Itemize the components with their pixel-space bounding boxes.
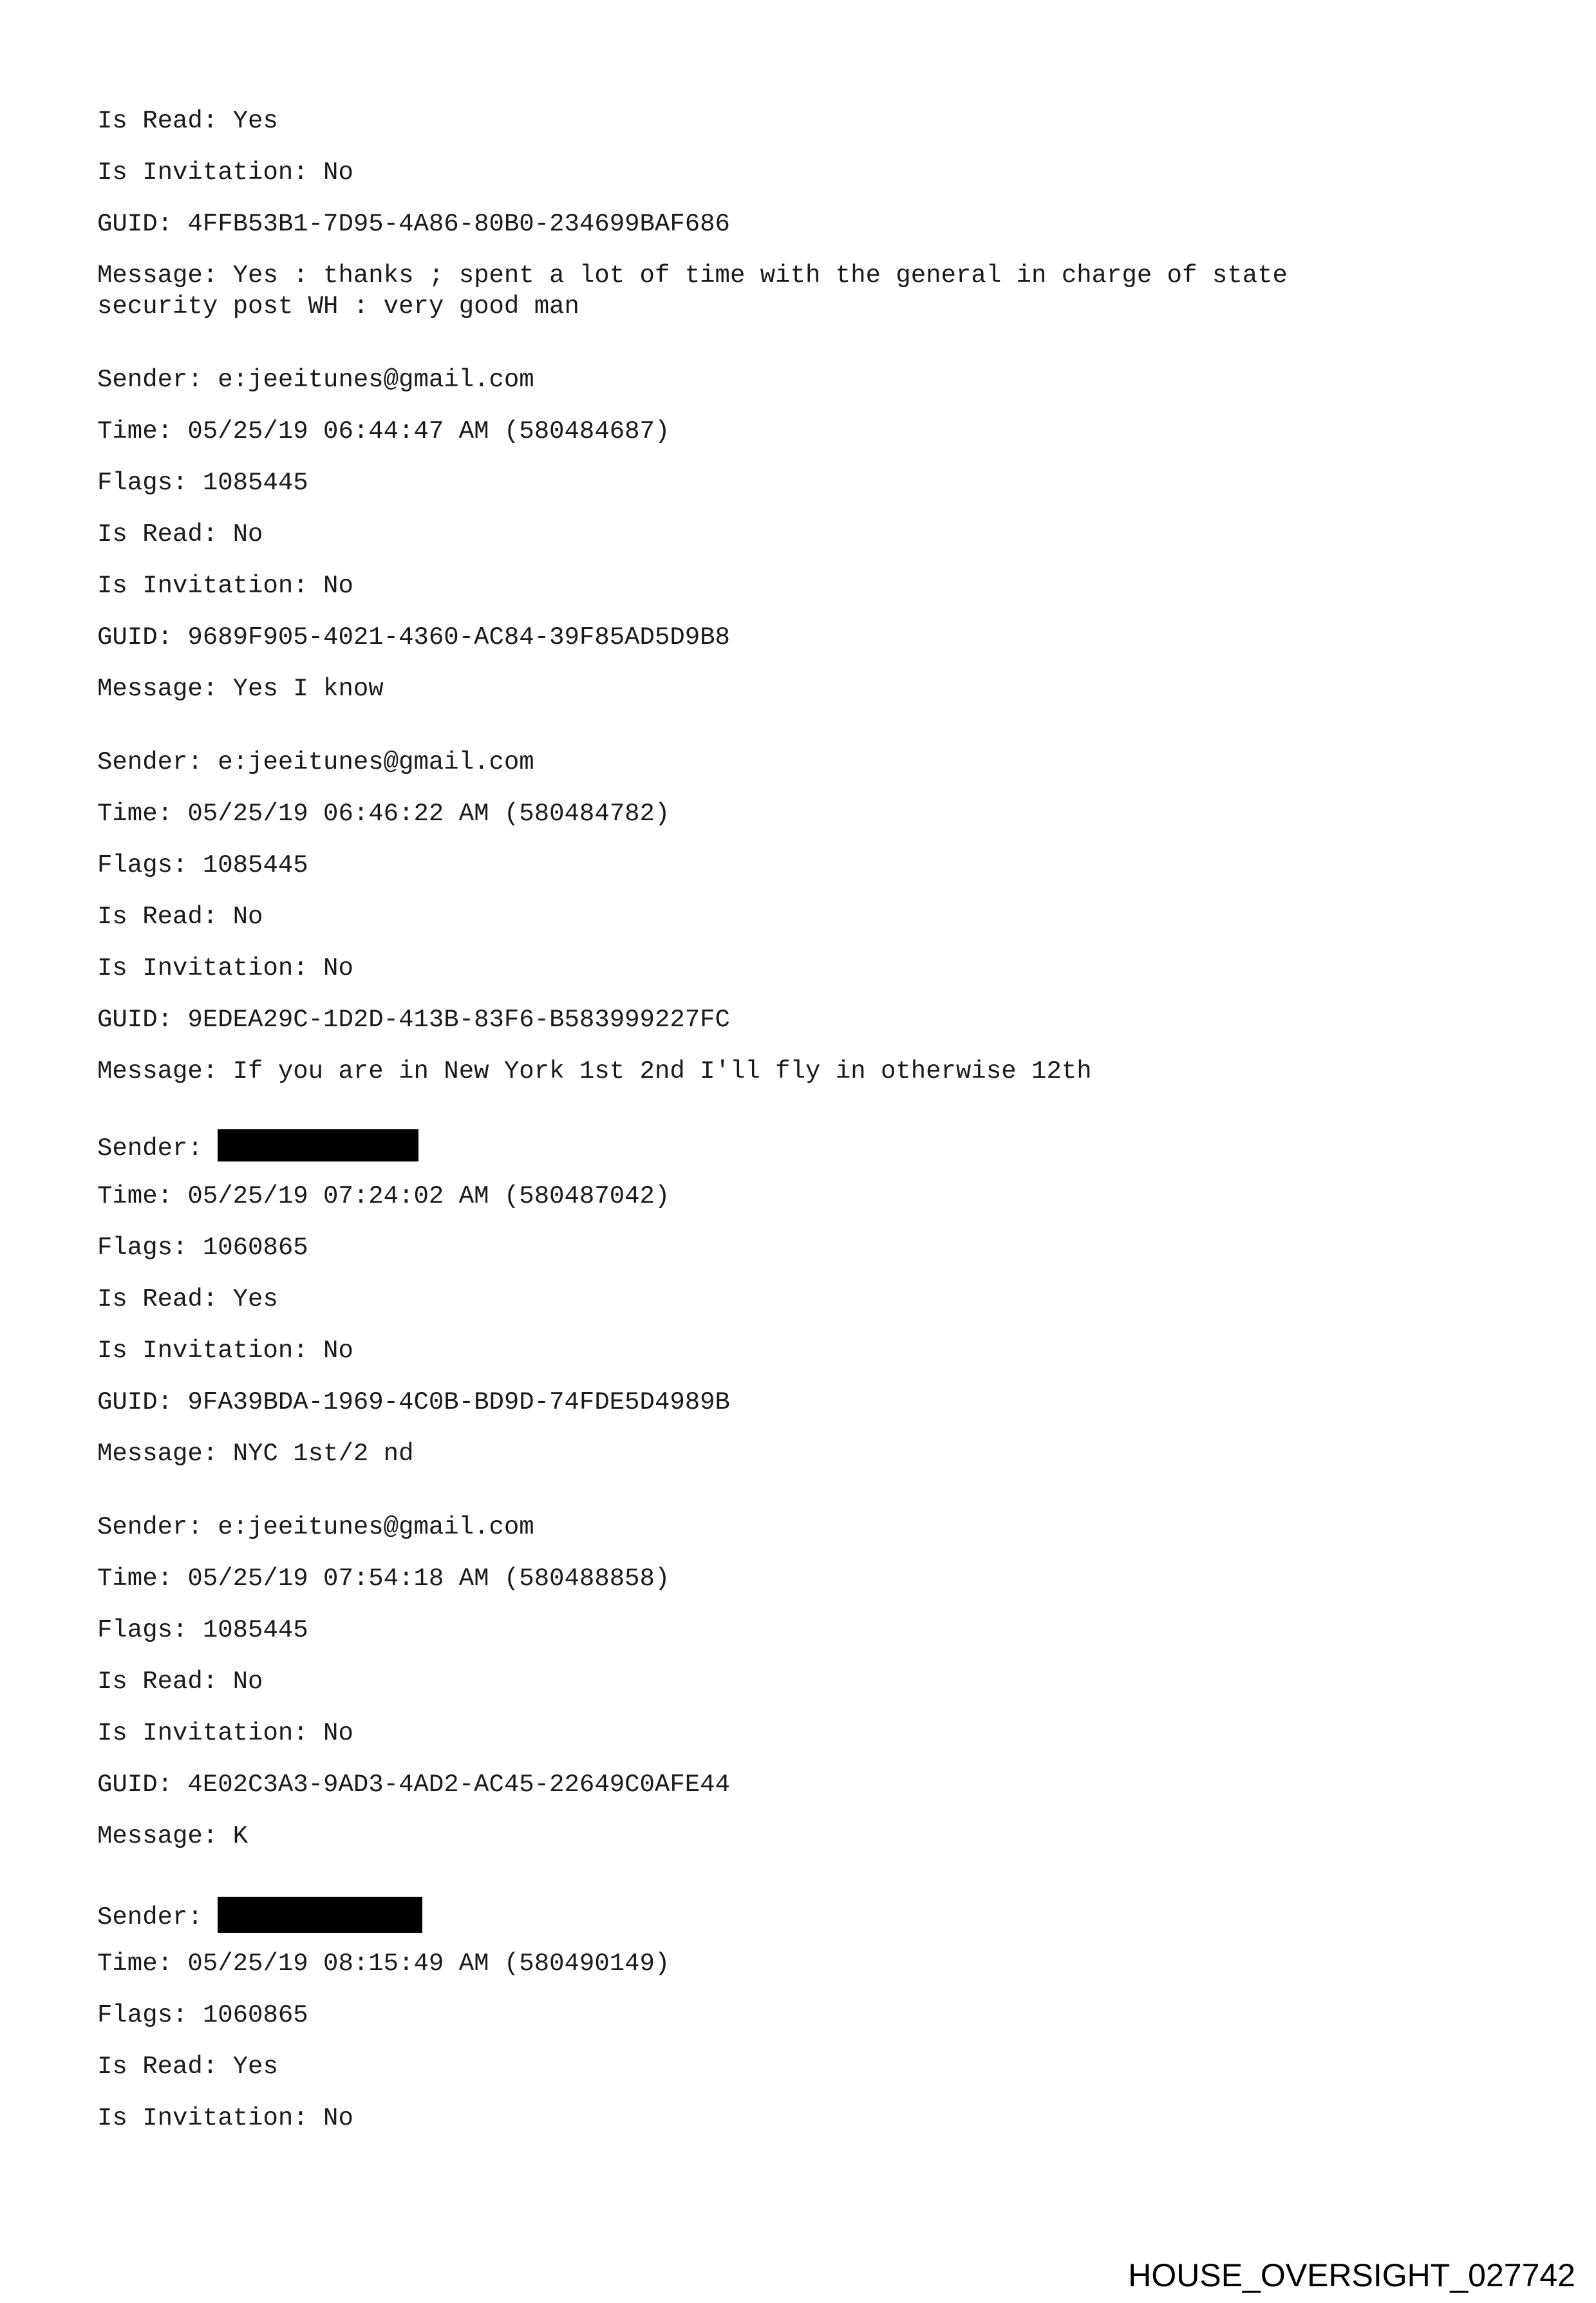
bates-number: HOUSE_OVERSIGHT_027742 (1128, 2257, 1575, 2293)
time-field: Time: 05/25/19 06:44:47 AM (580484687) (97, 417, 670, 446)
sender-label: Sender: (97, 1134, 218, 1163)
is-invitation-field: Is Invitation: No (97, 954, 353, 982)
time-field: Time: 05/25/19 08:15:49 AM (580490149) (97, 1950, 670, 1978)
sender-field: Sender: e:jeeitunes@gmail.com (97, 1513, 534, 1541)
guid-field: GUID: 9FA39BDA-1969-4C0B-BD9D-74FDE5D4989B (97, 1388, 730, 1416)
redaction-box (218, 1129, 418, 1161)
flags-field: Flags: 1085445 (97, 851, 308, 879)
time-field: Time: 05/25/19 07:24:02 AM (580487042) (97, 1182, 670, 1210)
is-read-field: Is Read: Yes (97, 2053, 278, 2081)
is-invitation-field: Is Invitation: No (97, 1719, 353, 1747)
flags-field: Flags: 1085445 (97, 1616, 308, 1644)
time-field: Time: 05/25/19 06:46:22 AM (580484782) (97, 800, 670, 828)
flags-field: Flags: 1085445 (97, 469, 308, 497)
message-field: Message: If you are in New York 1st 2nd I'll fly in otherwise 12th (97, 1057, 1092, 1086)
is-read-field: Is Read: No (97, 520, 263, 549)
message-field: Message: NYC 1st/2 nd (97, 1440, 414, 1468)
is-read-field: Is Read: Yes (97, 107, 278, 135)
redaction-box (218, 1897, 422, 1933)
sender-field: Sender: e:jeeitunes@gmail.com (97, 748, 534, 776)
guid-field: GUID: 9689F905-4021-4360-AC84-39F85AD5D9B8 (97, 623, 730, 652)
time-field: Time: 05/25/19 07:54:18 AM (580488858) (97, 1565, 670, 1593)
message-field: Message: Yes : thanks ; spent a lot of time with the general in charge of state security post WH : very good man (97, 261, 1288, 321)
sender-field (97, 1129, 418, 1164)
guid-field: GUID: 4E02C3A3-9AD3-4AD2-AC45-22649C0AFE44 (97, 1771, 730, 1799)
sender-field: Sender: e:jeeitunes@gmail.com (97, 366, 534, 394)
is-read-field: Is Read: No (97, 903, 263, 931)
message-field: Message: Yes I know (97, 675, 384, 703)
sender-field (97, 1897, 422, 1933)
guid-field: GUID: 4FFB53B1-7D95-4A86-80B0-234699BAF686 (97, 210, 730, 238)
guid-field: GUID: 9EDEA29C-1D2D-413B-83F6-B583999227FC (97, 1006, 730, 1034)
flags-field: Flags: 1060865 (97, 2001, 308, 2029)
is-invitation-field: Is Invitation: No (97, 1337, 353, 1365)
is-read-field: Is Read: No (97, 1668, 263, 1696)
is-read-field: Is Read: Yes (97, 1285, 278, 1313)
message-field: Message: K (97, 1822, 249, 1850)
sender-label: Sender: (97, 1903, 218, 1932)
is-invitation-field: Is Invitation: No (97, 2104, 353, 2132)
is-invitation-field: Is Invitation: No (97, 572, 353, 600)
flags-field: Flags: 1060865 (97, 1234, 308, 1262)
is-invitation-field: Is Invitation: No (97, 158, 353, 187)
